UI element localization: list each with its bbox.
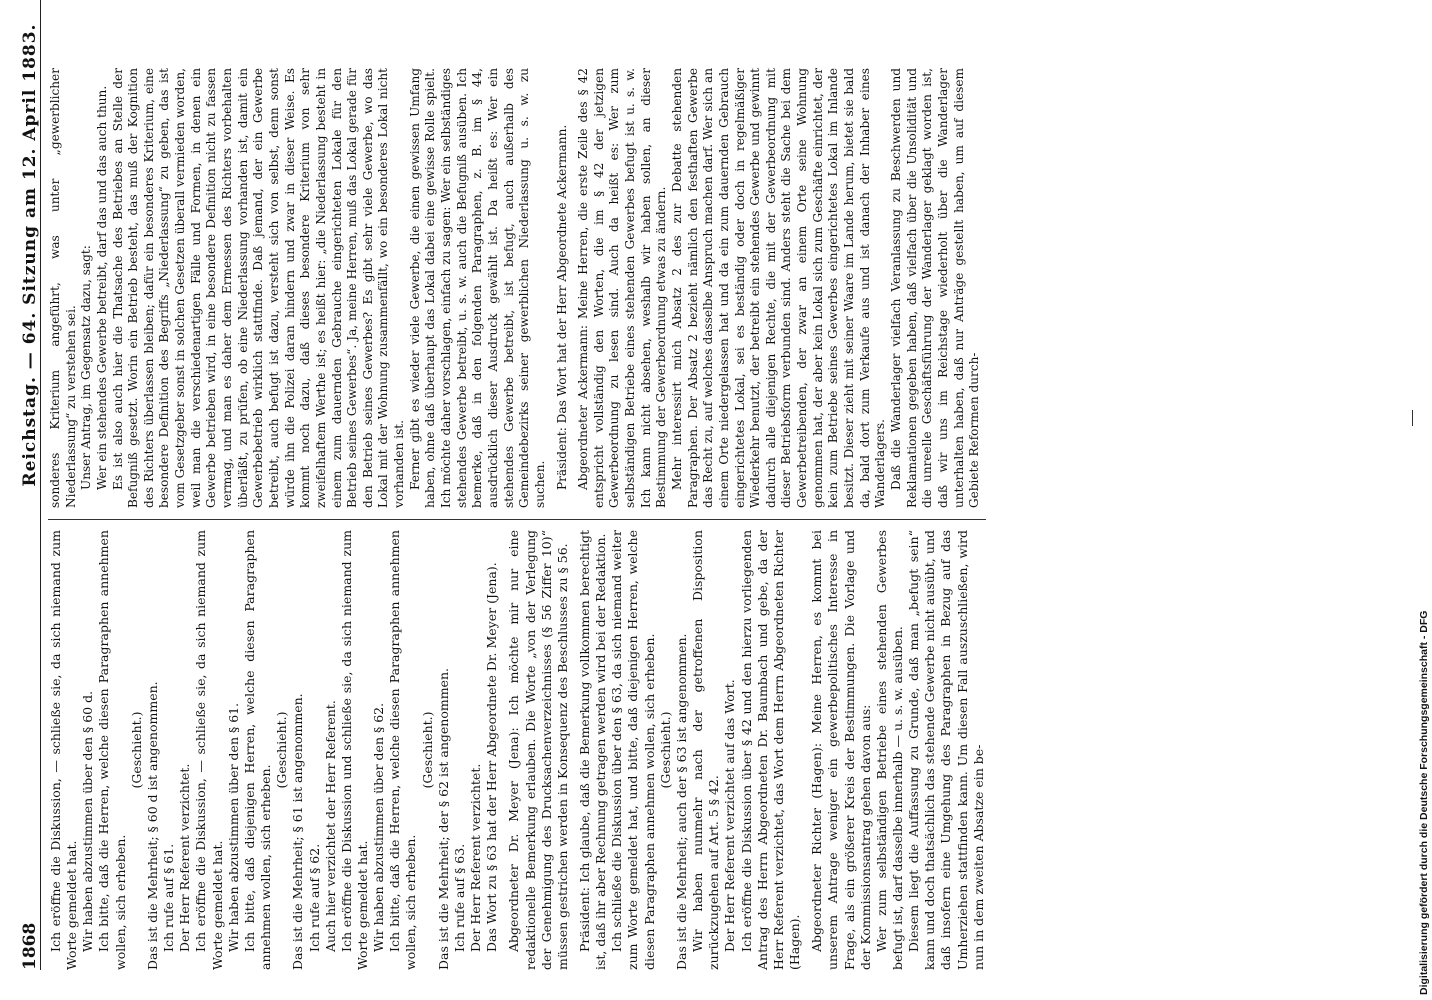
paragraph: Das ist die Mehrheit; § 60 d ist angenommen. xyxy=(144,681,160,970)
page-header xyxy=(12,0,41,970)
paragraph: Ich schließe die Diskussion über den § 63, da sich niemand weiter zum Worte gemeldet hat, und bitte, daß diejenigen Herren, welche diesen Paragraphen annehmen wollen, sich erheben. xyxy=(609,530,657,970)
paragraph: sonderes Kriterium angeführt, was unter „gewerblicher Niederlassung“ zu verstehen sei. xyxy=(48,68,78,508)
paragraph: Wir haben abzustimmen über den § 62. xyxy=(371,702,387,952)
paragraph: Wir haben nunmehr nach der getroffenen Disposition zurückzugehen auf Art. 5 § 42. xyxy=(690,530,722,970)
paragraph: Präsident: Das Wort hat der Herr Abgeordnete Ackermann. xyxy=(554,124,569,490)
paragraph: Wer ein stehendes Gewerbe betreibt, darf das und das auch thun. xyxy=(94,85,109,490)
paragraph: Wer zum selbständigen Betriebe eines stehenden Gewerbes befugt ist, darf dasselbe innerhalb — u. s. w. ausüben. xyxy=(873,530,905,970)
column-divider xyxy=(48,519,986,520)
paragraph: Wir haben abzustimmen über den § 60 d. xyxy=(80,690,96,952)
paragraph: Abgeordneter Richter (Hagen): Meine Herren, es kommt bei unserem Antrage weniger ein gewerbepolitisches Interesse in Frage, als ein größerer Kreis der Bestimmungen. Die Vorlage und der Kommissionsantrag gehen davon aus: xyxy=(809,530,873,970)
paragraph: Es ist also auch hier die Thatsache des Betriebes an Stelle der Befugniß gesetzt. Worin ein Betrieb besteht, das muß der Kognition des Richters überlassen bleiben; dafür ein besonderes Kriterium, eine besondere Definition des Begriffs „Niederlassung“ zu geben, das ist vom Gesetzgeber sonst in solchen Gesetzen überall vermieden worden, weil man die verschiedenartigen Fälle und Formen, in denen ein Gewerbe betrieben wird, in eine besondere Definition nicht zu fassen vermag, und man es daher dem Ermessen des Richters vorbehalten überläßt, zu prüfen, ob eine Niederlassung vorhanden ist, damit ein Gewerbebetrieb wirklich stattfinde. Daß jemand, der ein Gewerbe betreibt, auch befugt ist dazu, versteht sich von selbst, denn sonst würde ihn die Polizei daran hindern und zwar in dieser Weise. Es kommt noch dazu, daß dieses besondere Kriterium von sehr zweifelhaftem Werthe ist; es heißt hier: „die Niederlassung besteht in einem zum dauernden Gebrauche eingerichteten Lokale für den Betrieb seines Gewerbes“. Ja, meine Herren, muß das Lokal gerade für den Betrieb seines Gewerbes? Es gibt sehr viele Gewerbe, wo das Lokal mit der Wohnung zusammenfällt, wo ein besonderes Lokal nicht vorhanden ist. xyxy=(110,68,407,508)
left-column xyxy=(48,530,990,970)
paragraph: Daß die Wanderlager vielfach Veranlassung zu Beschwerden und Reklamationen gegeben haben, daß vielfach über die Unsolidität und die unreelle Geschäftsführung der Wanderlager geklagt worden ist, daß wir uns im Reichstage wiederholt über die Wanderlager unterhalten haben, daß nur Anträge gestellt haben, um auf diesem Gebiete Reformen durch- xyxy=(888,68,982,508)
paragraph: Ich bitte, daß diejenigen Herren, welche diesen Paragraphen annehmen wollen, sich erheben. xyxy=(241,530,274,970)
paragraph: Der Herr Referent verzichtet auf das Wort. xyxy=(722,679,738,952)
paragraph: Ich eröffne die Diskussion und schließe sie, da sich niemand zum Worte gemeldet hat. xyxy=(338,530,370,970)
page-title: Reichstag. — 64. Sitzung am 12. April 1883. xyxy=(20,23,40,487)
digitization-note: Digitalisierung gefördert durch die Deutsche Forschungsgemeinschaft - DFG xyxy=(1418,610,1430,995)
paragraph: (Geschieht.) xyxy=(419,711,435,789)
paragraph: Der Herr Referent verzichtet. xyxy=(177,763,193,952)
paragraph: Auch hier verzichtet der Herr Referent. xyxy=(322,700,338,952)
paragraph: (Geschieht.) xyxy=(274,711,290,789)
paragraph: (Geschieht.) xyxy=(128,711,144,789)
paragraph: Das ist die Mehrheit; § 61 ist angenommen. xyxy=(290,693,306,970)
paragraph: Ich eröffne die Diskussion, — schließe sie, da sich niemand zum Worte gemeldet hat. xyxy=(193,530,225,970)
paragraph: Ich rufe auf § 62. xyxy=(306,843,322,952)
paragraph: Unser Antrag, im Gegensatz dazu, sagt: xyxy=(79,245,94,490)
page-number: 1868 xyxy=(20,922,40,970)
sidebar-dash xyxy=(1412,410,1413,426)
paragraph: Mehr interessirt mich Absatz 2 des zur Debatte stehenden Paragraphen. Der Absatz 2 bezieht nämlich den festhaften Gewerbe das Recht zu, auf welches dasselbe Anspruch machen darf. Wer sich an einem Orte niedergelassen hat und da ein zum dauernden Gebrauch eingerichtetes Lokal, sei es beständig oder doch in regelmäßiger Wiederkehr benutzt, der betreibt ein stehendes Gewerbe und gewinnt dadurch alle diejenigen Rechte, die mit der Gewerbeordnung mit dieser Betriebsform verbunden sind. Anders steht die Sache bei dem Gewerbetreibenden, der zwar an einem Orte seine Wohnung genommen hat, der aber kein Lokal sich zum Geschäfte einrichtet, der kein zum Betriebe seines Gewerbes eingerichtetes Lokal im Inlande besitzt. Dieser zieht mit seiner Waare im Lande herum, bietet sie bald da, bald dort zum Verkaufe aus und ist danach der Inhaber eines Wanderlagers. xyxy=(669,68,888,508)
paragraph: Abgeordneter Ackermann: Meine Herren, die erste Zeile des § 42 entspricht vollständig den Worten, die im § 42 der jetzigen Gewerbeordnung zu lesen sind. Auch da heißt es: Wer zum selbständigen Betriebe eines stehenden Gewerbes befugt ist u. s. w. Ich kann nicht absehen, weshalb wir haben sollen, an dieser Bestimmung der Gewerbeordnung etwas zu ändern. xyxy=(576,68,669,508)
paragraph: Ich rufe auf § 61. xyxy=(161,843,177,952)
paragraph: Ich eröffne die Diskussion, — schließe sie, da sich niemand zum Worte gemeldet hat. xyxy=(48,530,80,970)
paragraph: (Geschieht.) xyxy=(657,711,673,789)
paragraph: Ich bitte, daß die Herren, welche diesen Paragraphen annehmen wollen, sich erheben. xyxy=(96,530,128,970)
paragraph: Ferner gibt es wieder viele Gewerbe, die einen gewissen Umfang haben, ohne daß überhaupt das Lokal dabei eine gewisse Rolle spielt. Ich möchte daher vorschlagen, einfach zu sagen: Wer ein selbständiges stehendes Gewerbe betreibt, u. s. w. auch die Befugniß ausüben. Ich bemerke, daß in den folgenden Paragraphen, z. B. im § 44, ausdrücklich dieser Ausdruck gewählt ist. Da heißt es: Wer ein stehendes Gewerbe betreibt, ist befugt, auch außerhalb des Gemeindebezirks seiner gewerblichen Niederlassung u. s. w. zu suchen. xyxy=(407,68,547,508)
paragraph: Ich eröffne die Diskussion über § 42 und den hierzu vorliegenden Antrag des Herrn Abgeordneten Dr. Baumbach und gebe, da der Herr Referent verzichtet, das Wort dem Herrn Abgeordneten Richter (Hagen). xyxy=(738,530,803,970)
paragraph: Diesem liegt die Auffassung zu Grunde, daß man „befugt sein“ kann und doch thatsächlich das stehende Gewerbe nicht ausübt, und daß insofern eine Umgehung des Paragraphen in Bezug auf das Umherziehen stattfinden kann. Um diesen Fall auszuschließen, wird nun in dem zweiten Absatze ein be- xyxy=(906,530,986,970)
paragraph: Präsident: Ich glaube, daß die Bemerkung vollkommen berechtigt ist, daß ihr aber Rechnung getragen werden wird bei der Redaktion. xyxy=(577,530,609,970)
paragraph: Der Herr Referent verzichtet. xyxy=(468,763,484,952)
paragraph: Das Wort zu § 63 hat der Herr Abgeordnete Dr. Meyer (Jena). xyxy=(484,562,500,952)
paragraph: Abgeordneter Dr. Meyer (Jena): Ich möchte mir nur eine redaktionelle Bemerkung erlauben. Die Worte „von der Verlegung der Genehmigung des Drucksachenverzeichnisses (§ 56 Ziffer 10)“ müssen gestrichen werden in Konsequenz des Beschlusses zu § 56. xyxy=(506,530,570,970)
right-column xyxy=(48,68,990,508)
paragraph: Ich rufe auf § 63. xyxy=(451,843,467,952)
paragraph: Das ist die Mehrheit; der § 62 ist angenommen. xyxy=(435,668,451,970)
paragraph: Wir haben abzustimmen über den § 61. xyxy=(225,702,241,952)
paragraph: Das ist die Mehrheit; auch der § 63 ist angenommen. xyxy=(673,633,689,970)
paragraph: Ich bitte, daß die Herren, welche diesen Paragraphen annehmen wollen, sich erheben. xyxy=(387,530,419,970)
